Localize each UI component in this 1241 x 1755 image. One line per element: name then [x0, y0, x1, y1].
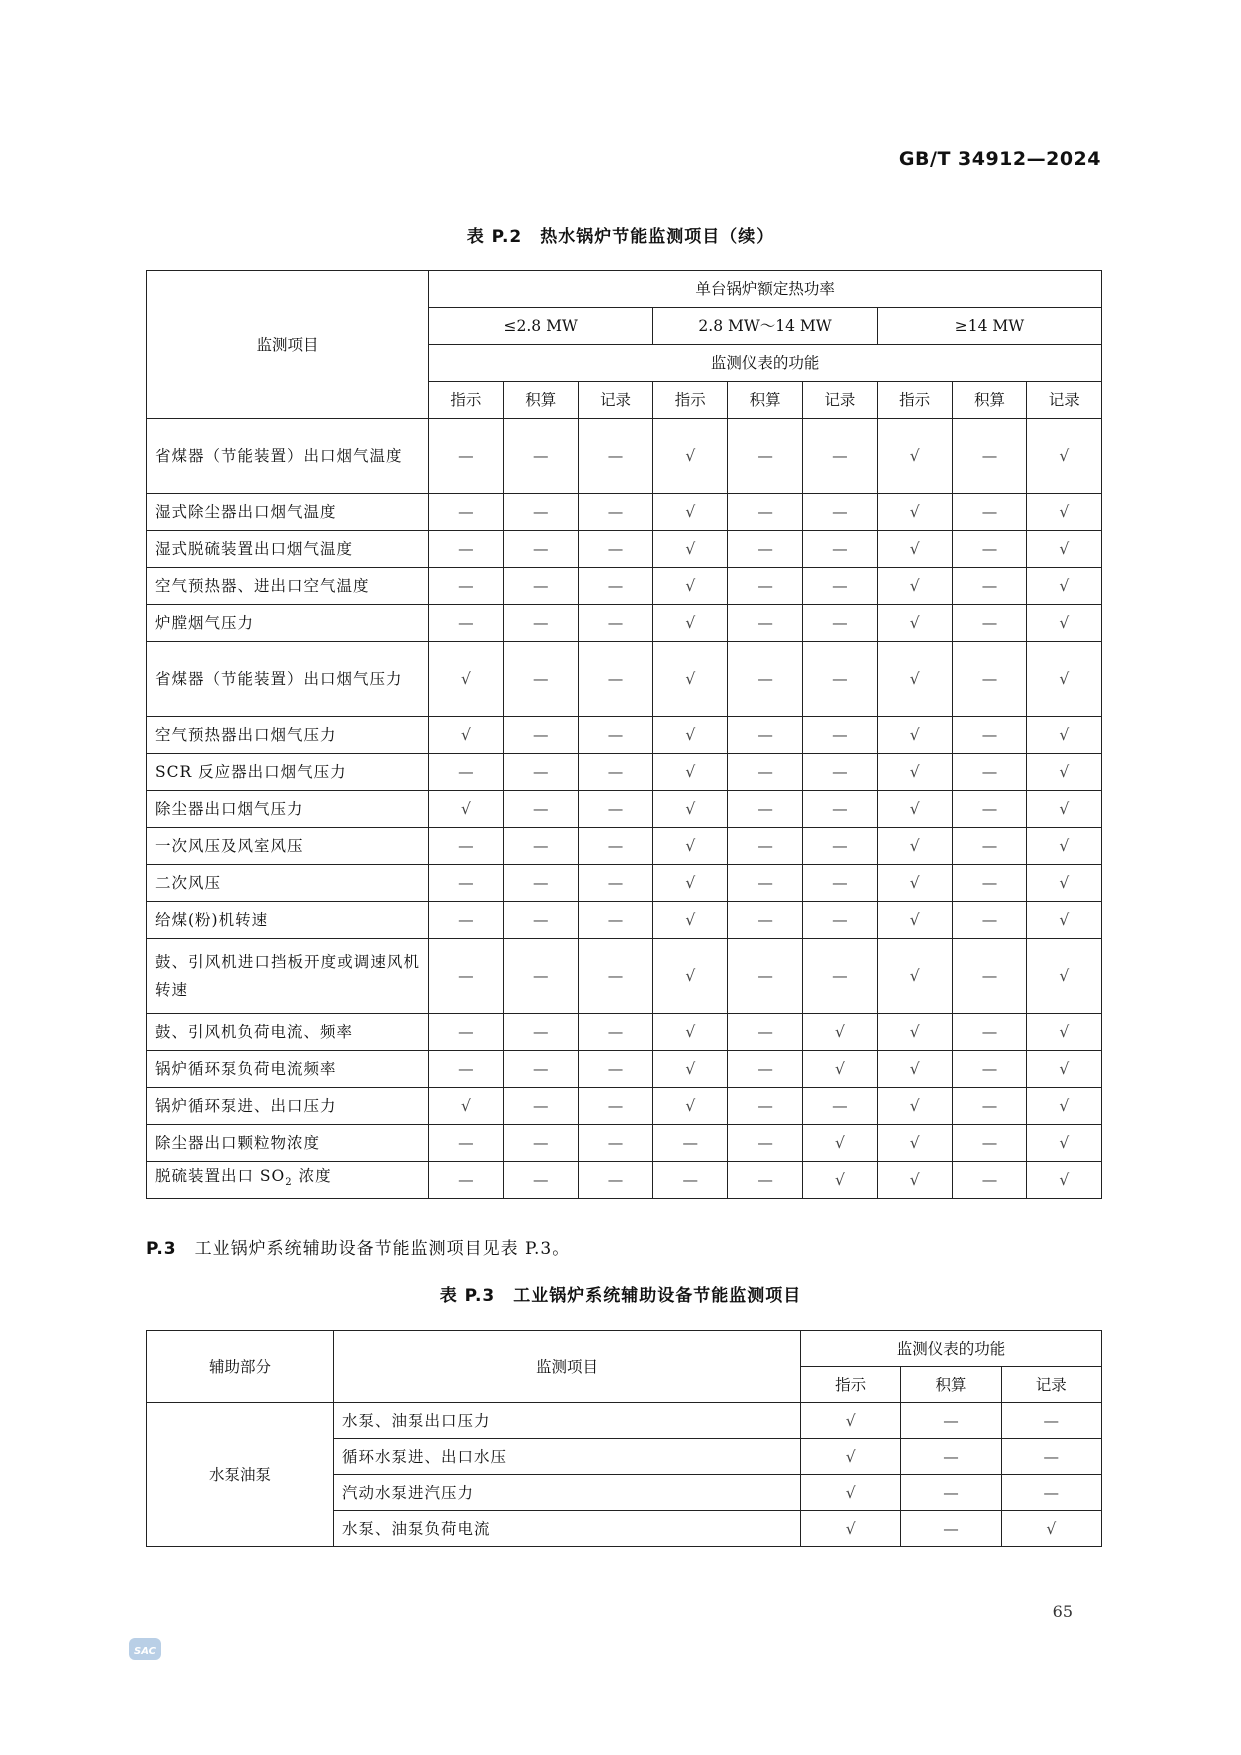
header-function: 指示 — [801, 1367, 901, 1403]
function-mark-cell: — — [802, 791, 877, 828]
function-mark-cell: — — [802, 828, 877, 865]
monitoring-item-cell: 省煤器（节能装置）出口烟气温度 — [147, 419, 429, 494]
function-mark-cell: √ — [877, 902, 952, 939]
standard-code: GB/T 34912—2024 — [898, 148, 1101, 170]
function-mark-cell: — — [578, 1014, 653, 1051]
function-mark-cell: √ — [801, 1403, 901, 1439]
function-mark-cell: — — [503, 754, 578, 791]
function-mark-cell: — — [429, 828, 504, 865]
function-mark-cell: — — [503, 717, 578, 754]
table-p3 — [146, 1330, 1102, 1547]
function-mark-cell: — — [503, 1088, 578, 1125]
function-mark-cell: — — [952, 642, 1027, 717]
function-mark-cell: — — [429, 754, 504, 791]
table-row — [147, 1403, 1102, 1439]
header-function: 指示 — [429, 382, 504, 419]
function-mark-cell: — — [578, 754, 653, 791]
monitoring-item-cell: 省煤器（节能装置）出口烟气压力 — [147, 642, 429, 717]
monitoring-item-cell: 水泵、油泵出口压力 — [334, 1403, 801, 1439]
function-mark-cell: √ — [1027, 605, 1102, 642]
function-mark-cell: — — [802, 939, 877, 1014]
function-mark-cell: √ — [1027, 791, 1102, 828]
header-function: 指示 — [877, 382, 952, 419]
function-mark-cell: √ — [1027, 902, 1102, 939]
function-mark-cell: — — [503, 531, 578, 568]
function-mark-cell: — — [952, 902, 1027, 939]
function-mark-cell: — — [901, 1475, 1001, 1511]
header-monitoring-item: 监测项目 — [147, 271, 429, 419]
function-mark-cell: √ — [877, 642, 952, 717]
table-row — [147, 791, 1102, 828]
monitoring-item-cell: 空气预热器出口烟气压力 — [147, 717, 429, 754]
monitoring-item-cell: 湿式脱硫装置出口烟气温度 — [147, 531, 429, 568]
function-mark-cell: — — [952, 1088, 1027, 1125]
function-mark-cell: √ — [1027, 1014, 1102, 1051]
paragraph-number: P.3 — [146, 1239, 177, 1259]
function-mark-cell: — — [429, 902, 504, 939]
function-mark-cell: √ — [653, 902, 728, 939]
monitoring-item-cell: 鼓、引风机负荷电流、频率 — [147, 1014, 429, 1051]
header-function: 指示 — [653, 382, 728, 419]
table-row — [147, 494, 1102, 531]
table-row — [147, 717, 1102, 754]
function-mark-cell: √ — [877, 1014, 952, 1051]
function-mark-cell: — — [578, 531, 653, 568]
function-mark-cell: — — [429, 939, 504, 1014]
function-mark-cell: √ — [877, 1051, 952, 1088]
header-instrument-function: 监测仪表的功能 — [429, 345, 1102, 382]
monitoring-item-cell — [147, 1162, 429, 1199]
function-mark-cell: — — [802, 754, 877, 791]
function-mark-cell: — — [952, 568, 1027, 605]
function-mark-cell: √ — [1027, 568, 1102, 605]
function-mark-cell: — — [728, 939, 803, 1014]
function-mark-cell: √ — [653, 717, 728, 754]
function-mark-cell: — — [728, 902, 803, 939]
monitoring-item-cell: 除尘器出口烟气压力 — [147, 791, 429, 828]
function-mark-cell: √ — [1027, 1125, 1102, 1162]
function-mark-cell: — — [728, 1051, 803, 1088]
function-mark-cell: — — [503, 494, 578, 531]
table-p2 — [146, 270, 1102, 1199]
function-mark-cell: — — [503, 605, 578, 642]
function-mark-cell: √ — [1027, 717, 1102, 754]
auxiliary-part-cell: 水泵油泵 — [147, 1403, 334, 1547]
function-mark-cell: — — [952, 1014, 1027, 1051]
header-function: 积算 — [728, 382, 803, 419]
function-mark-cell: — — [728, 828, 803, 865]
function-mark-cell: — — [578, 902, 653, 939]
function-mark-cell: √ — [653, 419, 728, 494]
function-mark-cell: √ — [1027, 494, 1102, 531]
function-mark-cell: √ — [653, 531, 728, 568]
function-mark-cell: — — [952, 754, 1027, 791]
item-text: 浓度 — [292, 1167, 332, 1186]
function-mark-cell: — — [802, 419, 877, 494]
header-function: 记录 — [578, 382, 653, 419]
function-mark-cell: — — [429, 1014, 504, 1051]
function-mark-cell: — — [728, 494, 803, 531]
function-mark-cell: — — [802, 605, 877, 642]
function-mark-cell: √ — [429, 791, 504, 828]
function-mark-cell: √ — [653, 1014, 728, 1051]
function-mark-cell: √ — [877, 717, 952, 754]
function-mark-cell: — — [728, 717, 803, 754]
function-mark-cell: — — [578, 939, 653, 1014]
function-mark-cell: — — [728, 754, 803, 791]
function-mark-cell: — — [952, 865, 1027, 902]
monitoring-item-cell: 锅炉循环泵负荷电流频率 — [147, 1051, 429, 1088]
function-mark-cell: — — [728, 531, 803, 568]
function-mark-cell: — — [802, 494, 877, 531]
function-mark-cell: — — [728, 791, 803, 828]
function-mark-cell: √ — [802, 1162, 877, 1199]
page-number: 65 — [1052, 1602, 1073, 1621]
function-mark-cell: — — [1001, 1475, 1101, 1511]
function-mark-cell: — — [429, 1051, 504, 1088]
header-function: 记录 — [1001, 1367, 1101, 1403]
function-mark-cell: √ — [653, 754, 728, 791]
monitoring-item-cell: 汽动水泵进汽压力 — [334, 1475, 801, 1511]
function-mark-cell: — — [503, 939, 578, 1014]
function-mark-cell: — — [952, 419, 1027, 494]
function-mark-cell: — — [503, 642, 578, 717]
function-mark-cell: — — [503, 828, 578, 865]
table-row — [147, 531, 1102, 568]
function-mark-cell: √ — [801, 1475, 901, 1511]
header-function: 积算 — [503, 382, 578, 419]
table-row — [147, 419, 1102, 494]
function-mark-cell: — — [578, 1088, 653, 1125]
function-mark-cell: — — [802, 717, 877, 754]
paragraph-p3 — [146, 1234, 570, 1259]
function-mark-cell: — — [429, 605, 504, 642]
function-mark-cell: √ — [1027, 642, 1102, 717]
table-row — [147, 939, 1102, 1014]
table-row — [147, 1162, 1102, 1199]
item-text: 脱硫装置出口 SO — [155, 1167, 286, 1186]
function-mark-cell: √ — [802, 1014, 877, 1051]
function-mark-cell: √ — [1027, 1051, 1102, 1088]
function-mark-cell: — — [503, 1125, 578, 1162]
table-row — [147, 828, 1102, 865]
function-mark-cell: √ — [653, 642, 728, 717]
function-mark-cell: √ — [877, 828, 952, 865]
table-row — [147, 902, 1102, 939]
header-range-high: ≥14 MW — [877, 308, 1101, 345]
function-mark-cell: — — [802, 531, 877, 568]
function-mark-cell: √ — [1027, 1088, 1102, 1125]
function-mark-cell: √ — [877, 865, 952, 902]
function-mark-cell: — — [503, 791, 578, 828]
function-mark-cell: √ — [1027, 828, 1102, 865]
function-mark-cell: — — [952, 939, 1027, 1014]
function-mark-cell: — — [802, 642, 877, 717]
function-mark-cell: √ — [877, 754, 952, 791]
sac-logo — [128, 1635, 162, 1663]
function-mark-cell: — — [901, 1439, 1001, 1475]
function-mark-cell: — — [578, 865, 653, 902]
table-row — [147, 1125, 1102, 1162]
function-mark-cell: — — [429, 1162, 504, 1199]
function-mark-cell: √ — [1027, 419, 1102, 494]
function-mark-cell: √ — [801, 1511, 901, 1547]
function-mark-cell: √ — [877, 1125, 952, 1162]
function-mark-cell: √ — [1027, 865, 1102, 902]
function-mark-cell: √ — [877, 531, 952, 568]
monitoring-item-cell: 一次风压及风室风压 — [147, 828, 429, 865]
subscript: 2 — [285, 1177, 293, 1189]
function-mark-cell: — — [578, 791, 653, 828]
function-mark-cell: — — [653, 1125, 728, 1162]
function-mark-cell: — — [802, 902, 877, 939]
function-mark-cell: √ — [653, 791, 728, 828]
function-mark-cell: — — [429, 531, 504, 568]
table-row — [147, 1051, 1102, 1088]
function-mark-cell: √ — [802, 1051, 877, 1088]
function-mark-cell: √ — [653, 1051, 728, 1088]
function-mark-cell: — — [578, 419, 653, 494]
table-row — [147, 605, 1102, 642]
table-p2-caption: 表 P.2 热水锅炉节能监测项目（续） — [466, 227, 775, 247]
function-mark-cell: — — [802, 1088, 877, 1125]
monitoring-item-cell: 炉膛烟气压力 — [147, 605, 429, 642]
monitoring-item-cell: 二次风压 — [147, 865, 429, 902]
function-mark-cell: — — [578, 605, 653, 642]
function-mark-cell: — — [728, 568, 803, 605]
function-mark-cell: — — [429, 865, 504, 902]
function-mark-cell: — — [952, 828, 1027, 865]
function-mark-cell: √ — [653, 939, 728, 1014]
monitoring-item-cell: 循环水泵进、出口水压 — [334, 1439, 801, 1475]
function-mark-cell: √ — [802, 1125, 877, 1162]
function-mark-cell: — — [728, 1088, 803, 1125]
function-mark-cell: — — [952, 1162, 1027, 1199]
function-mark-cell: √ — [877, 1162, 952, 1199]
function-mark-cell: — — [952, 1051, 1027, 1088]
monitoring-item-cell: 除尘器出口颗粒物浓度 — [147, 1125, 429, 1162]
function-mark-cell: √ — [653, 605, 728, 642]
function-mark-cell: — — [503, 1051, 578, 1088]
function-mark-cell: √ — [877, 939, 952, 1014]
table-row — [147, 642, 1102, 717]
function-mark-cell: — — [728, 865, 803, 902]
function-mark-cell: — — [578, 1125, 653, 1162]
function-mark-cell: — — [728, 642, 803, 717]
function-mark-cell: √ — [1027, 754, 1102, 791]
monitoring-item-cell: 湿式除尘器出口烟气温度 — [147, 494, 429, 531]
function-mark-cell: √ — [653, 1088, 728, 1125]
paragraph-text: 工业锅炉系统辅助设备节能监测项目见表 P.3。 — [194, 1239, 571, 1259]
function-mark-cell: — — [901, 1403, 1001, 1439]
header-range-mid: 2.8 MW～14 MW — [653, 308, 877, 345]
function-mark-cell: √ — [653, 865, 728, 902]
monitoring-item-cell: 空气预热器、进出口空气温度 — [147, 568, 429, 605]
header-function: 记录 — [802, 382, 877, 419]
function-mark-cell: √ — [653, 568, 728, 605]
header-function: 积算 — [952, 382, 1027, 419]
header-rated-power: 单台锅炉额定热功率 — [429, 271, 1102, 308]
function-mark-cell: — — [728, 605, 803, 642]
function-mark-cell: — — [901, 1511, 1001, 1547]
function-mark-cell: √ — [877, 791, 952, 828]
function-mark-cell: √ — [653, 828, 728, 865]
function-mark-cell: — — [1001, 1403, 1101, 1439]
function-mark-cell: — — [578, 1051, 653, 1088]
function-mark-cell: — — [578, 568, 653, 605]
function-mark-cell: — — [952, 717, 1027, 754]
function-mark-cell: √ — [1027, 939, 1102, 1014]
function-mark-cell: √ — [429, 1088, 504, 1125]
monitoring-item-cell: 水泵、油泵负荷电流 — [334, 1511, 801, 1547]
function-mark-cell: — — [503, 1162, 578, 1199]
function-mark-cell: — — [429, 568, 504, 605]
function-mark-cell: — — [952, 605, 1027, 642]
header-range-low: ≤2.8 MW — [429, 308, 653, 345]
function-mark-cell: — — [429, 419, 504, 494]
function-mark-cell: — — [728, 419, 803, 494]
header-monitoring-item: 监测项目 — [334, 1331, 801, 1403]
function-mark-cell: — — [503, 419, 578, 494]
table-row — [147, 865, 1102, 902]
function-mark-cell: √ — [429, 717, 504, 754]
function-mark-cell: √ — [1001, 1511, 1101, 1547]
table-row — [147, 1014, 1102, 1051]
function-mark-cell: √ — [877, 1088, 952, 1125]
function-mark-cell: √ — [1027, 1162, 1102, 1199]
function-mark-cell: — — [503, 1014, 578, 1051]
function-mark-cell: — — [1001, 1439, 1101, 1475]
function-mark-cell: — — [429, 1125, 504, 1162]
function-mark-cell: — — [578, 494, 653, 531]
function-mark-cell: — — [728, 1014, 803, 1051]
function-mark-cell: √ — [653, 494, 728, 531]
table-row — [147, 1088, 1102, 1125]
function-mark-cell: — — [952, 494, 1027, 531]
function-mark-cell: — — [653, 1162, 728, 1199]
monitoring-item-cell: 锅炉循环泵进、出口压力 — [147, 1088, 429, 1125]
function-mark-cell: — — [503, 902, 578, 939]
function-mark-cell: √ — [801, 1439, 901, 1475]
function-mark-cell: √ — [877, 605, 952, 642]
table-row — [147, 568, 1102, 605]
function-mark-cell: — — [429, 494, 504, 531]
header-instrument-function: 监测仪表的功能 — [801, 1331, 1102, 1367]
function-mark-cell: — — [952, 791, 1027, 828]
svg-text:SAC: SAC — [134, 1646, 156, 1657]
function-mark-cell: — — [578, 717, 653, 754]
table-p3-caption: 表 P.3 工业锅炉系统辅助设备节能监测项目 — [439, 1286, 802, 1306]
function-mark-cell: — — [578, 1162, 653, 1199]
monitoring-item-cell: SCR 反应器出口烟气压力 — [147, 754, 429, 791]
table-row — [147, 754, 1102, 791]
monitoring-item-cell: 给煤(粉)机转速 — [147, 902, 429, 939]
header-auxiliary-part: 辅助部分 — [147, 1331, 334, 1403]
function-mark-cell: √ — [1027, 531, 1102, 568]
function-mark-cell: — — [952, 1125, 1027, 1162]
function-mark-cell: — — [578, 642, 653, 717]
function-mark-cell: — — [503, 568, 578, 605]
function-mark-cell: — — [952, 531, 1027, 568]
function-mark-cell: — — [728, 1162, 803, 1199]
function-mark-cell: — — [728, 1125, 803, 1162]
function-mark-cell: √ — [429, 642, 504, 717]
header-function: 积算 — [901, 1367, 1001, 1403]
function-mark-cell: — — [503, 865, 578, 902]
function-mark-cell: — — [802, 865, 877, 902]
function-mark-cell: — — [578, 828, 653, 865]
header-function: 记录 — [1027, 382, 1102, 419]
function-mark-cell: √ — [877, 568, 952, 605]
function-mark-cell: √ — [877, 494, 952, 531]
function-mark-cell: — — [802, 568, 877, 605]
monitoring-item-cell: 鼓、引风机进口挡板开度或调速风机转速 — [147, 939, 429, 1014]
function-mark-cell: √ — [877, 419, 952, 494]
